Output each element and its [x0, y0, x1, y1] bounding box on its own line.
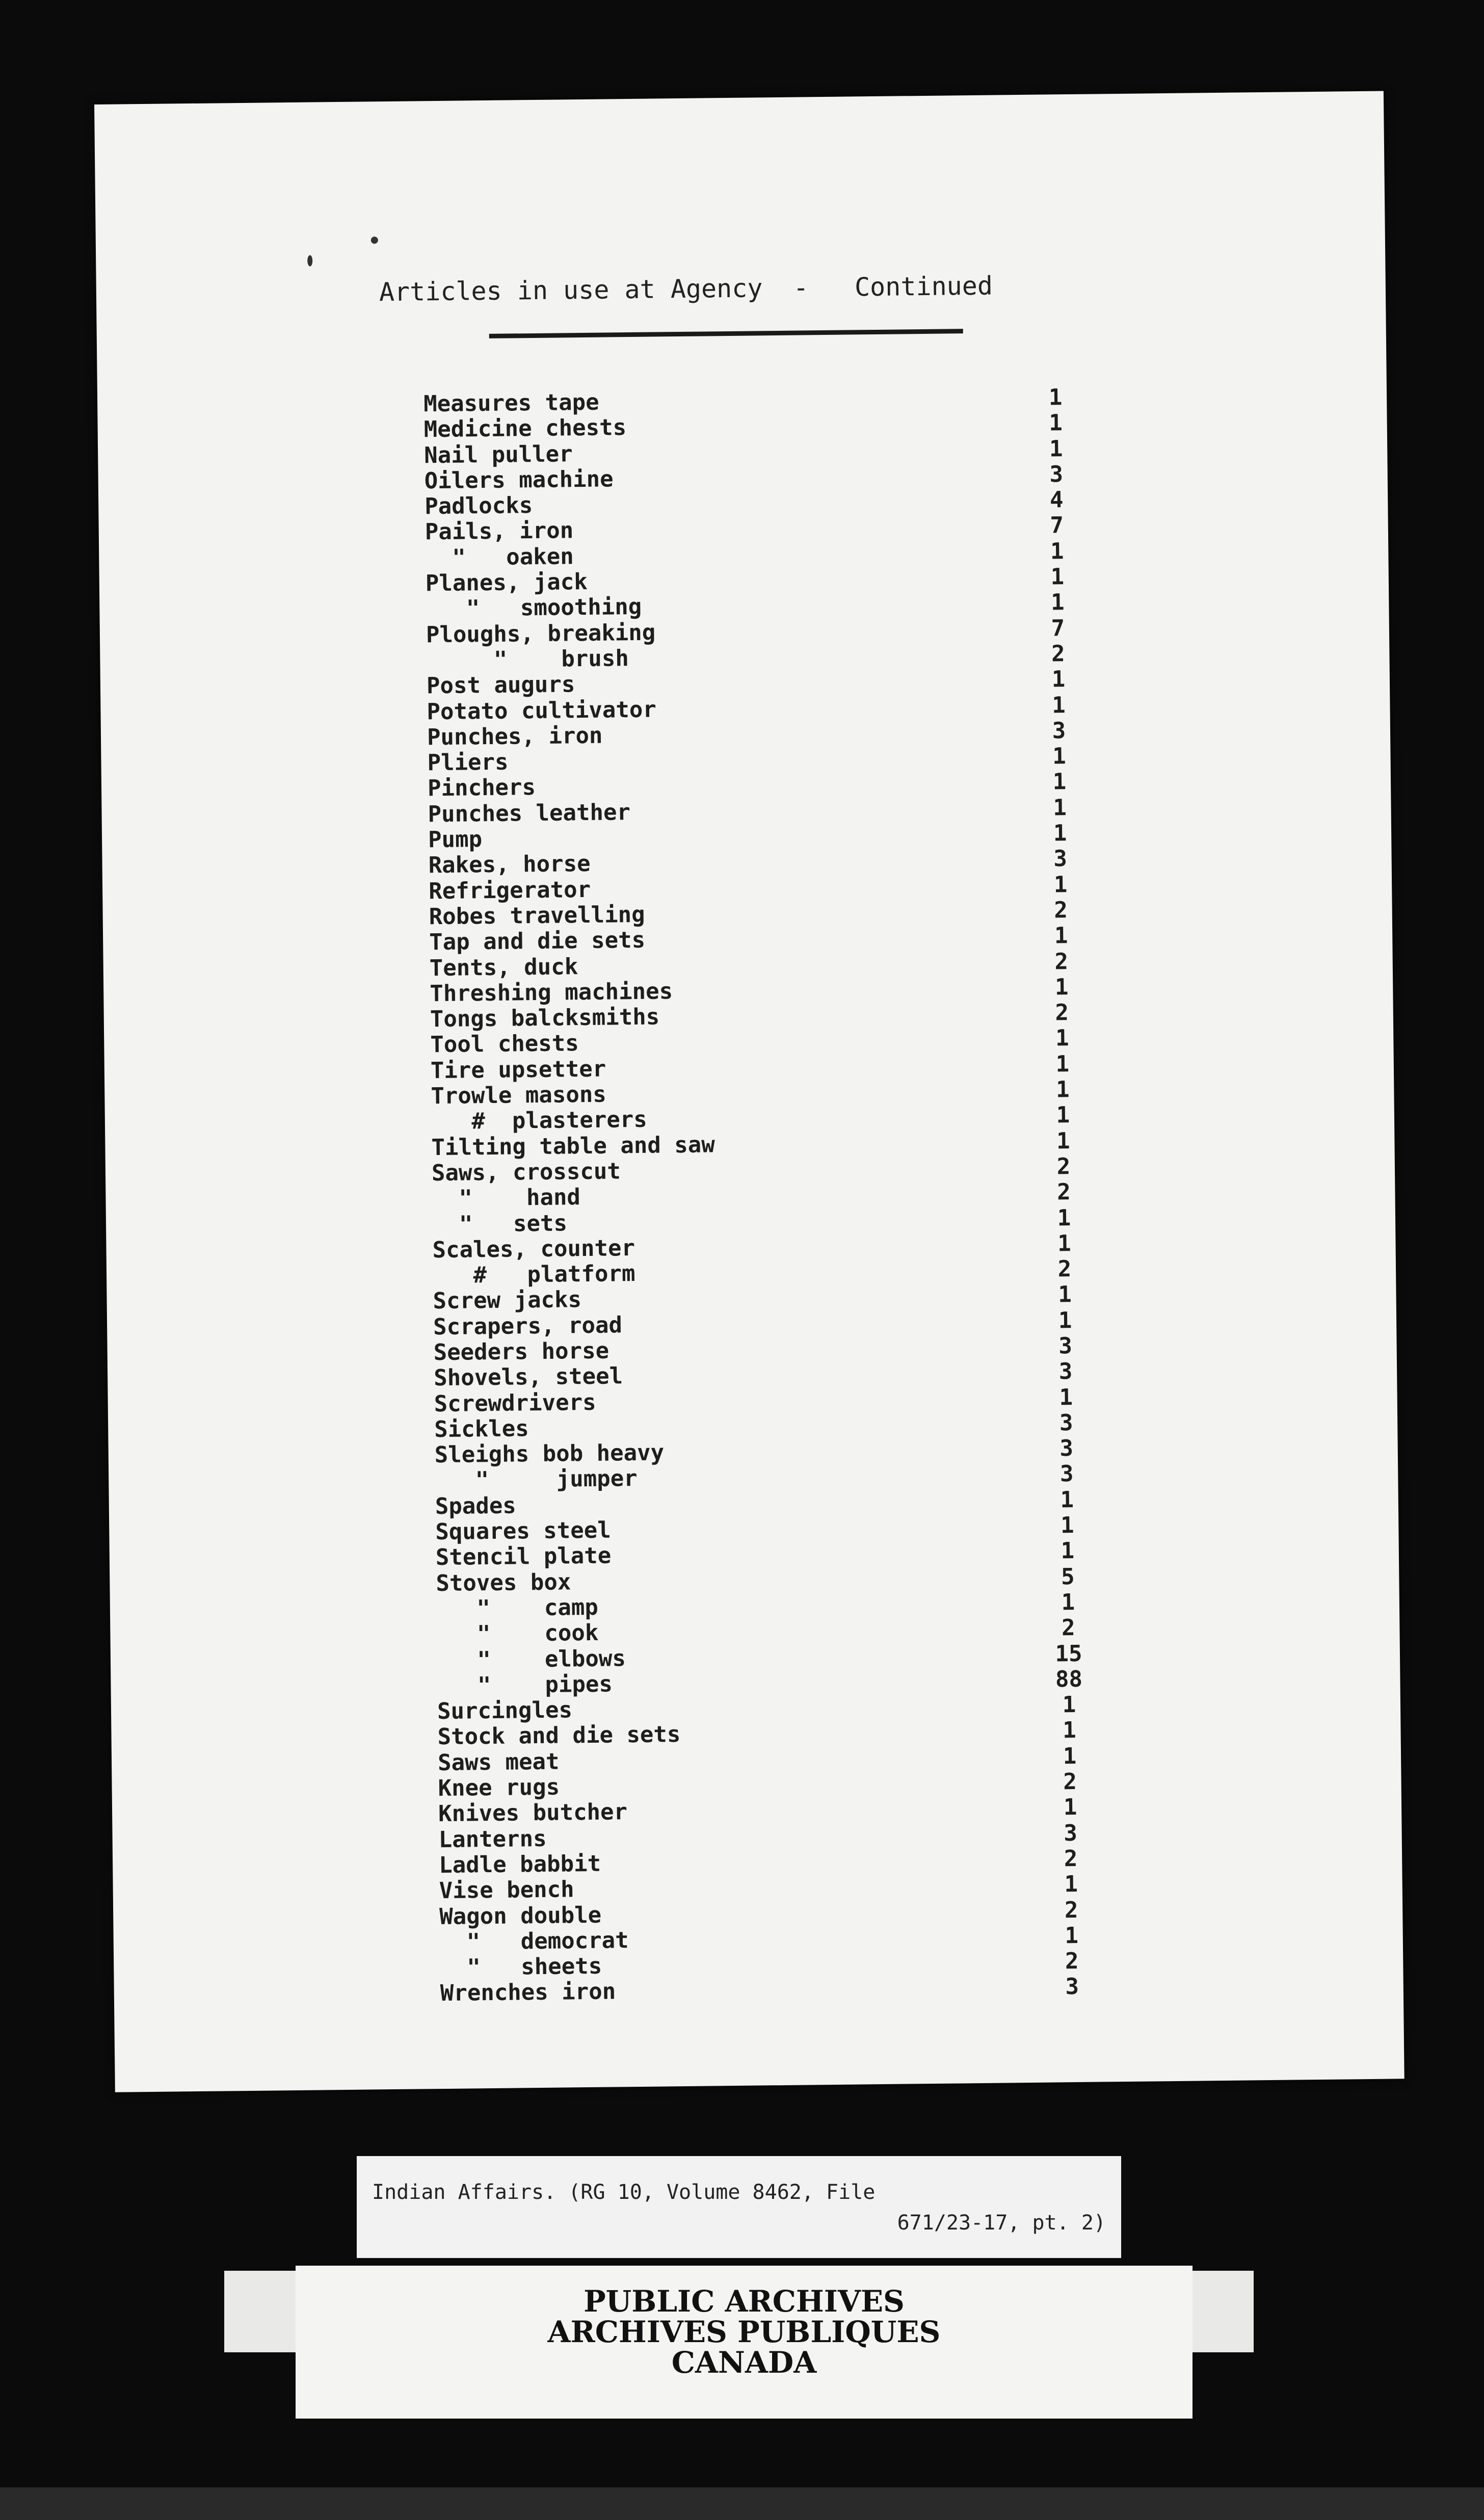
item-name: Stencil plate: [435, 1542, 612, 1571]
item-quantity: 1: [1051, 666, 1066, 693]
item-quantity: 7: [1050, 512, 1064, 539]
item-quantity: 2: [1057, 1256, 1072, 1282]
paper-speck: [371, 237, 378, 244]
document-page: [94, 91, 1404, 2092]
item-quantity: 7: [1051, 615, 1065, 642]
item-quantity: 1: [1060, 1486, 1074, 1513]
item-name: " camp: [436, 1594, 599, 1622]
item-quantity: 1: [1055, 1025, 1069, 1052]
item-name: Tongs balcksmiths: [430, 1004, 660, 1033]
item-quantity: 5: [1061, 1563, 1075, 1590]
item-name: Sickles: [434, 1415, 529, 1443]
paper-speck: [307, 255, 312, 267]
item-quantity: 1: [1053, 871, 1068, 898]
item-name: Tool chests: [430, 1030, 579, 1058]
item-quantity: 1: [1049, 435, 1063, 462]
list-item: [440, 1974, 1088, 2007]
item-name: Pails, iron: [425, 517, 574, 545]
archive-reference-label: [357, 2156, 1121, 2258]
item-name: Post augurs: [426, 671, 575, 699]
item-name: Spades: [435, 1492, 517, 1519]
item-quantity: 2: [1061, 1615, 1075, 1641]
item-name: Rakes, horse: [428, 851, 591, 879]
page-heading: Articles in use at Agency - Continued: [379, 271, 993, 307]
item-name: Padlocks: [425, 492, 533, 520]
item-quantity: 2: [1063, 1769, 1077, 1795]
item-name: Trowle masons: [431, 1081, 607, 1110]
item-name: " pipes: [437, 1671, 613, 1699]
item-name: Pump: [428, 826, 483, 853]
item-quantity: 3: [1065, 1974, 1079, 2000]
archive-reference-line-2: 671/23-17, pt. 2): [897, 2211, 1106, 2235]
item-name: Threshing machines: [430, 978, 673, 1007]
item-name: Measures tape: [423, 389, 599, 417]
item-name: Stock and die sets: [437, 1721, 681, 1750]
item-quantity: 1: [1060, 1512, 1074, 1539]
item-name: Squares steel: [435, 1517, 611, 1545]
item-name: " cook: [436, 1620, 599, 1648]
item-quantity: 1: [1063, 1743, 1077, 1770]
item-quantity: 1: [1050, 538, 1064, 565]
item-name: # plasterers: [431, 1107, 648, 1135]
item-name: Screw jacks: [433, 1287, 582, 1315]
item-quantity: 3: [1049, 461, 1064, 488]
item-quantity: 2: [1054, 948, 1069, 975]
item-name: Lanterns: [438, 1825, 547, 1853]
item-quantity: 3: [1053, 846, 1068, 872]
archive-reference-line-1: Indian Affairs. (RG 10, Volume 8462, File: [372, 2181, 876, 2204]
item-name: Screwdrivers: [434, 1389, 596, 1417]
item-name: Tire upsetter: [430, 1056, 606, 1084]
item-name: " oaken: [425, 543, 574, 571]
item-quantity: 2: [1054, 897, 1068, 924]
item-quantity: 1: [1062, 1692, 1076, 1718]
item-quantity: 15: [1055, 1640, 1082, 1667]
item-name: Saws meat: [437, 1748, 560, 1776]
item-quantity: 1: [1063, 1794, 1077, 1821]
item-quantity: 2: [1055, 1000, 1069, 1026]
stamp-line-3: CANADA: [671, 2345, 817, 2380]
item-name: " hand: [432, 1184, 581, 1212]
item-quantity: 1: [1064, 1871, 1078, 1898]
stamp-line-1: PUBLIC ARCHIVES: [584, 2284, 905, 2319]
item-quantity: 3: [1059, 1435, 1074, 1462]
item-quantity: 3: [1064, 1820, 1078, 1846]
item-quantity: 1: [1061, 1589, 1075, 1616]
item-quantity: 1: [1051, 692, 1066, 718]
item-name: Shovels, steel: [433, 1363, 623, 1392]
item-name: Medicine chests: [423, 414, 627, 443]
item-quantity: 1: [1056, 1102, 1070, 1128]
item-name: Punches leather: [428, 799, 631, 827]
item-name: # platform: [432, 1261, 635, 1289]
item-name: Tilting table and saw: [431, 1131, 715, 1161]
item-quantity: 1: [1062, 1717, 1077, 1744]
item-name: Punches, iron: [427, 722, 603, 751]
item-name: Potato cultivator: [427, 696, 657, 725]
item-name: Nail puller: [423, 440, 573, 468]
item-name: Robes travelling: [429, 901, 645, 930]
item-quantity: 1: [1058, 1281, 1072, 1308]
item-quantity: 3: [1059, 1409, 1073, 1436]
item-name: Wrenches iron: [440, 1978, 616, 2007]
item-name: " smoothing: [426, 594, 642, 622]
item-name: Planes, jack: [425, 568, 588, 597]
item-name: Pinchers: [427, 774, 536, 802]
item-name: " brush: [426, 645, 629, 674]
item-quantity: 2: [1051, 641, 1065, 667]
item-quantity: 1: [1057, 1204, 1071, 1231]
item-quantity: 1: [1054, 923, 1068, 949]
item-name: Ploughs, breaking: [426, 619, 656, 648]
item-quantity: 1: [1059, 1384, 1073, 1410]
item-name: Sleighs bob heavy: [434, 1439, 665, 1468]
item-quantity: 1: [1054, 974, 1069, 1001]
item-name: Knee rugs: [438, 1774, 560, 1802]
item-quantity: 1: [1049, 410, 1063, 436]
archives-stamp: [296, 2266, 1192, 2419]
item-name: Scales, counter: [432, 1235, 635, 1263]
item-name: Scrapers, road: [433, 1311, 623, 1340]
item-name: " sheets: [440, 1953, 602, 1981]
item-quantity: 2: [1064, 1845, 1078, 1872]
item-quantity: 1: [1050, 589, 1065, 616]
item-quantity: 1: [1061, 1538, 1075, 1564]
item-quantity: 3: [1059, 1461, 1074, 1487]
item-quantity: 2: [1064, 1897, 1078, 1923]
item-name: " elbows: [436, 1645, 626, 1673]
item-quantity: 4: [1049, 487, 1064, 513]
item-quantity: 2: [1056, 1153, 1071, 1180]
item-quantity: 1: [1055, 1077, 1070, 1103]
item-name: Stoves box: [436, 1569, 571, 1596]
item-quantity: 1: [1065, 1922, 1079, 1949]
item-quantity: 3: [1052, 717, 1066, 744]
item-name: Vise bench: [439, 1876, 574, 1904]
item-name: Saws, crosscut: [431, 1158, 621, 1187]
item-quantity: 88: [1055, 1666, 1083, 1693]
item-quantity: 1: [1052, 743, 1067, 770]
item-name: " sets: [432, 1210, 568, 1238]
item-quantity: 1: [1052, 769, 1067, 795]
item-quantity: 2: [1056, 1179, 1071, 1205]
item-name: Refrigerator: [428, 876, 591, 904]
item-name: Pliers: [427, 749, 509, 776]
item-name: Oilers machine: [424, 466, 614, 494]
heading-underline: [489, 329, 963, 338]
item-quantity: 2: [1065, 1948, 1079, 1975]
item-quantity: 1: [1048, 384, 1063, 411]
item-name: Wagon double: [439, 1902, 602, 1930]
item-quantity: 1: [1056, 1127, 1070, 1154]
item-name: Surcingles: [437, 1697, 573, 1725]
item-quantity: 1: [1053, 820, 1067, 847]
stamp-line-2: ARCHIVES PUBLIQUES: [547, 2315, 941, 2349]
item-name: Knives butcher: [438, 1799, 628, 1827]
item-quantity: 1: [1053, 794, 1067, 821]
item-name: Seeders horse: [433, 1337, 610, 1366]
film-edge: [0, 2487, 1484, 2520]
item-name: Tap and die sets: [429, 927, 646, 956]
item-name: Tents, duck: [429, 953, 578, 981]
articles-list: [423, 385, 1088, 2007]
item-quantity: 3: [1058, 1358, 1073, 1385]
item-quantity: 3: [1058, 1333, 1073, 1359]
item-quantity: 1: [1055, 1051, 1070, 1078]
item-quantity: 1: [1058, 1307, 1072, 1334]
item-quantity: 1: [1057, 1230, 1072, 1257]
item-name: " jumper: [435, 1465, 638, 1494]
item-name: " democrat: [439, 1927, 629, 1955]
item-name: Ladle babbit: [438, 1850, 601, 1879]
item-quantity: 1: [1050, 564, 1065, 590]
